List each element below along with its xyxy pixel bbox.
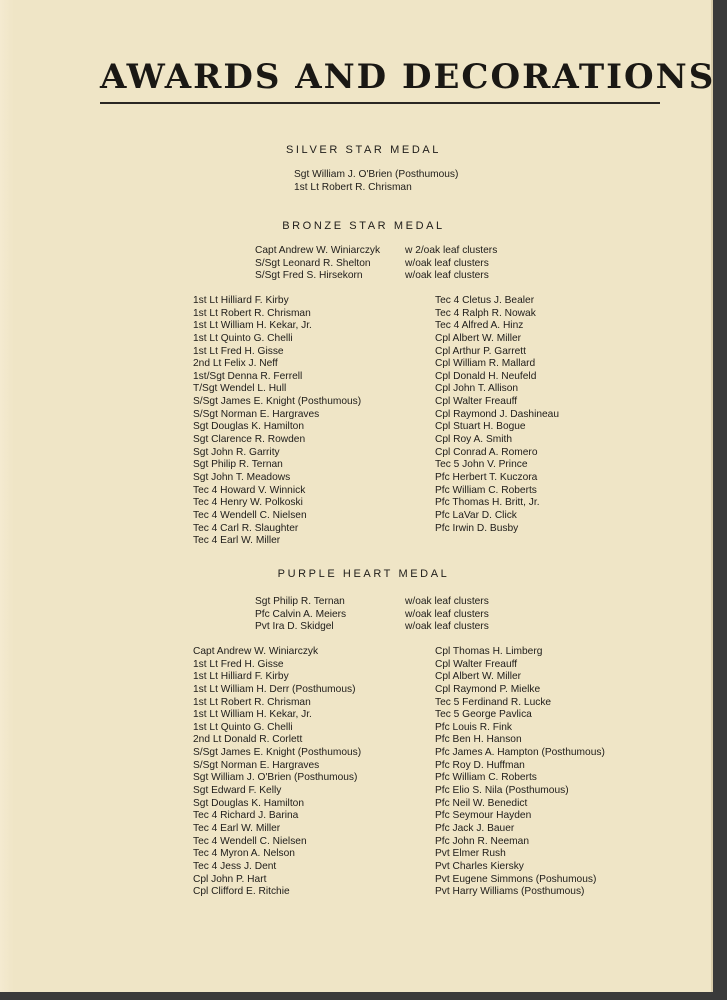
list-item: Cpl Thomas H. Limberg (435, 646, 543, 657)
list-item: Pfc William C. Roberts (435, 772, 537, 784)
list-item: Pfc Herbert T. Kuczora (435, 471, 538, 483)
list-item: Cpl Conrad A. Romero (435, 446, 538, 458)
list-item: Sgt Clarence R. Rowden (193, 434, 306, 446)
list-item: Pvt Eugene Simmons (Poshumous) (435, 873, 597, 885)
list-item: Sgt Philip R. Ternan (193, 459, 283, 471)
list-item: Cpl Clifford E. Ritchie (193, 886, 290, 898)
list-item: Sgt John R. Garrity (193, 446, 280, 458)
list-item: 1st Lt William H. Kekar, Jr. (193, 709, 312, 721)
list-item: Tec 4 Henry W. Polkoski (193, 497, 303, 509)
list-item: Sgt William J. O'Brien (Posthumous) (294, 169, 459, 180)
list-item: S/Sgt Norman E. Hargraves (193, 759, 320, 771)
purple-heart-title: PURPLE HEART MEDAL (277, 568, 450, 580)
list-item: Pfc Thomas H. Britt, Jr. (435, 497, 540, 509)
list-item: 1st Lt Fred H. Gisse (193, 345, 284, 357)
list-item: Cpl John T. Allison (435, 383, 519, 395)
list-item: Sgt Douglas K. Hamilton (193, 421, 304, 433)
list-item: w/oak leaf clusters (405, 257, 489, 269)
list-item: Tec 4 Earl W. Miller (193, 822, 281, 834)
list-item: Cpl John P. Hart (193, 873, 267, 885)
list-item: 1st Lt Quinto G. Chelli (193, 721, 293, 733)
list-item: w 2/oak leaf clusters (405, 245, 498, 256)
list-item: Pvt Ira D. Skidgel (255, 621, 334, 633)
list-item: 1st Lt Hilliard F. Kirby (193, 295, 289, 306)
list-item: Cpl Albert W. Miller (435, 332, 522, 344)
list-item: S/Sgt James E. Knight (Posthumous) (193, 747, 362, 759)
list-item: Cpl Walter Freauff (435, 396, 518, 408)
bronze-star-cluster-notes (405, 245, 497, 283)
title-rule (100, 102, 660, 104)
list-item: 1st Lt William H. Kekar, Jr. (193, 320, 312, 332)
list-item: Pvt Charles Kiersky (435, 860, 524, 872)
purple-heart-column-2 (435, 646, 605, 899)
purple-heart-cluster-names (255, 596, 346, 634)
list-item: 1st Lt Robert R. Chrisman (193, 696, 311, 708)
list-item: 1st Lt Robert R. Chrisman (294, 181, 412, 193)
list-item: 1st Lt William H. Derr (Posthumous) (193, 683, 356, 695)
list-item: S/Sgt James E. Knight (Posthumous) (193, 396, 362, 408)
list-item: Pfc John R. Neeman (435, 835, 529, 847)
list-item: Pfc Calvin A. Meiers (255, 608, 347, 620)
list-item: Cpl Donald H. Neufeld (435, 370, 537, 382)
list-item: Tec 4 Wendell C. Nielsen (193, 509, 307, 521)
list-item: Cpl Roy A. Smith (435, 434, 512, 446)
list-item: Cpl Raymond P. Mielke (435, 683, 541, 695)
list-item: Tec 4 Myron A. Nelson (193, 848, 295, 860)
list-item: Pfc Elio S. Nila (Posthumous) (435, 785, 569, 797)
list-item: Tec 4 Ralph R. Nowak (435, 307, 536, 319)
list-item: Tec 4 Carl R. Slaughter (193, 522, 299, 534)
list-item: Sgt Douglas K. Hamilton (193, 797, 304, 809)
list-item: Pfc Seymour Hayden (435, 810, 532, 822)
list-item: Sgt John T. Meadows (193, 471, 291, 483)
list-item: S/Sgt Norman E. Hargraves (193, 408, 320, 420)
list-item: Tec 4 Jess J. Dent (193, 860, 277, 872)
list-item: Pfc James A. Hampton (Posthumous) (435, 747, 605, 759)
list-item: Pfc LaVar D. Click (435, 509, 517, 521)
list-item: Pvt Elmer Rush (435, 848, 506, 860)
list-item: Tec 5 Ferdinand R. Lucke (435, 696, 552, 708)
list-item: Pfc Louis R. Fink (435, 721, 512, 733)
list-item: Pfc William C. Roberts (435, 484, 537, 496)
list-item: Pfc Neil W. Benedict (435, 797, 528, 809)
list-item: 1st Lt Quinto G. Chelli (193, 332, 293, 344)
list-item: T/Sgt Wendel L. Hull (193, 383, 287, 395)
list-item: Pfc Roy D. Huffman (435, 759, 525, 771)
bronze-star-column-1 (193, 295, 361, 548)
list-item: S/Sgt Leonard R. Shelton (255, 257, 371, 269)
list-item: w/oak leaf clusters (405, 608, 489, 620)
list-item: Tec 4 Richard J. Barina (193, 810, 299, 822)
list-item: Cpl Raymond J. Dashineau (435, 408, 560, 420)
silver-star-list (294, 169, 458, 194)
list-item: Tec 4 Wendell C. Nielsen (193, 835, 307, 847)
bronze-star-column-2 (435, 295, 559, 535)
list-item: Sgt Edward F. Kelly (193, 785, 282, 797)
list-item: Tec 4 Alfred A. Hinz (435, 320, 524, 332)
list-item: Cpl William R. Mallard (435, 358, 536, 370)
list-item: Pfc Ben H. Hanson (435, 734, 522, 746)
page-title: AWARDS AND DECORATIONS (100, 57, 716, 97)
list-item: Cpl Arthur P. Garrett (435, 345, 526, 357)
list-item: Pfc Jack J. Bauer (435, 822, 515, 834)
list-item: Sgt William J. O'Brien (Posthumous) (193, 772, 358, 784)
list-item: 2nd Lt Felix J. Neff (193, 358, 278, 370)
list-item: Cpl Walter Freauff (435, 658, 518, 670)
list-item: 1st Lt Fred H. Gisse (193, 658, 284, 670)
list-item: Pvt Harry Williams (Posthumous) (435, 886, 585, 898)
list-item: 1st/Sgt Denna R. Ferrell (193, 370, 303, 382)
list-item: Tec 4 Earl W. Miller (193, 535, 281, 547)
list-item: Tec 4 Cletus J. Bealer (435, 295, 535, 306)
bronze-star-title: BRONZE STAR MEDAL (282, 220, 445, 232)
list-item: Sgt Philip R. Ternan (255, 596, 345, 607)
list-item: Pfc Irwin D. Busby (435, 522, 519, 534)
list-item: 1st Lt Robert R. Chrisman (193, 307, 311, 319)
list-item: 2nd Lt Donald R. Corlett (193, 734, 303, 746)
purple-heart-column-1 (193, 646, 361, 899)
list-item: w/oak leaf clusters (405, 621, 489, 633)
list-item: Tec 4 Howard V. Winnick (193, 484, 306, 496)
list-item: Capt Andrew W. Winiarczyk (255, 245, 381, 256)
list-item: Cpl Albert W. Miller (435, 671, 522, 683)
silver-star-title: SILVER STAR MEDAL (285, 144, 442, 156)
list-item: Tec 5 John V. Prince (435, 459, 528, 471)
list-item: Cpl Stuart H. Bogue (435, 421, 526, 433)
purple-heart-cluster-notes (405, 596, 489, 634)
list-item: w/oak leaf clusters (405, 596, 489, 607)
list-item: S/Sgt Fred S. Hirsekorn (255, 270, 363, 282)
list-item: 1st Lt Hilliard F. Kirby (193, 671, 289, 683)
list-item: Capt Andrew W. Winiarczyk (193, 646, 319, 657)
list-item: w/oak leaf clusters (405, 270, 489, 282)
list-item: Tec 5 George Pavlica (435, 709, 532, 721)
bronze-star-cluster-names (255, 245, 380, 283)
